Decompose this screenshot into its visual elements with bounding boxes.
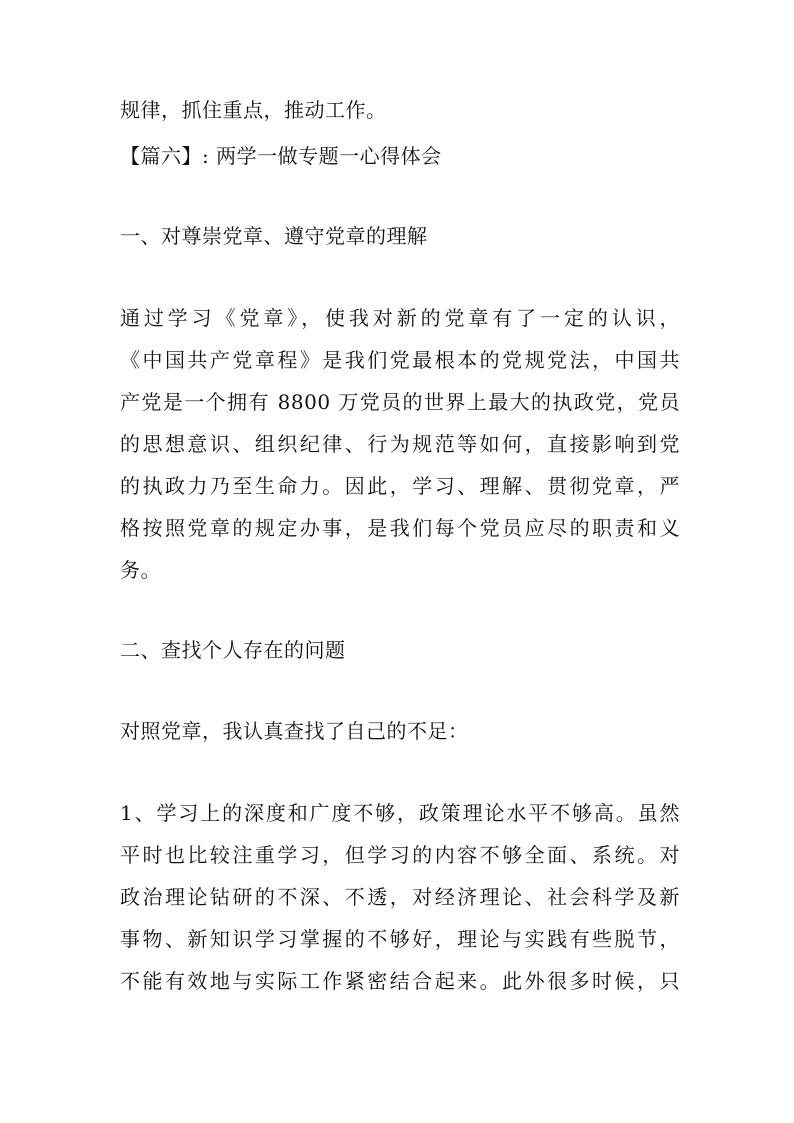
paragraph-line: 不能有效地与实际工作紧密结合起来。此外很多时候，只 (120, 969, 680, 993)
section2-heading: 二、查找个人存在的问题 (120, 638, 346, 662)
section2-intro: 对照党章，我认真查找了自己的不足： (120, 719, 469, 743)
paragraph-line: 的执政力乃至生命力。因此，学习、理解、贯彻党章，严 (120, 474, 680, 498)
article-title: 【篇六】: 两学一做专题一心得体会 (120, 144, 442, 168)
paragraph-line: 事物、新知识学习掌握的不够好，理论与实践有些脱节， (120, 927, 680, 951)
paragraph-line: 政治理论钻研的不深、不透，对经济理论、社会科学及新 (120, 885, 680, 909)
section1-heading: 一、对尊崇党章、遵守党章的理解 (120, 224, 428, 248)
paragraph-line: 格按照党章的规定办事，是我们每个党员应尽的职责和义 (120, 516, 680, 540)
paragraph-line: 通过学习《党章》，使我对新的党章有了一定的认识， (120, 306, 680, 330)
paragraph-line: 的思想意识、组织纪律、行为规范等如何，直接影响到党 (120, 432, 680, 456)
paragraph-line: 平时也比较注重学习，但学习的内容不够全面、系统。对 (120, 843, 680, 867)
paragraph-line: 1、学习上的深度和广度不够，政策理论水平不够高。虽然 (120, 801, 680, 825)
paragraph-line: 务。 (120, 558, 161, 582)
paragraph-line: 产党是一个拥有 8800 万党员的世界上最大的执政党，党员 (120, 390, 680, 414)
paragraph-line: 《中国共产党章程》是我们党最根本的党规党法，中国共 (120, 348, 680, 372)
continuation-line: 规律，抓住重点，推动工作。 (120, 98, 387, 122)
